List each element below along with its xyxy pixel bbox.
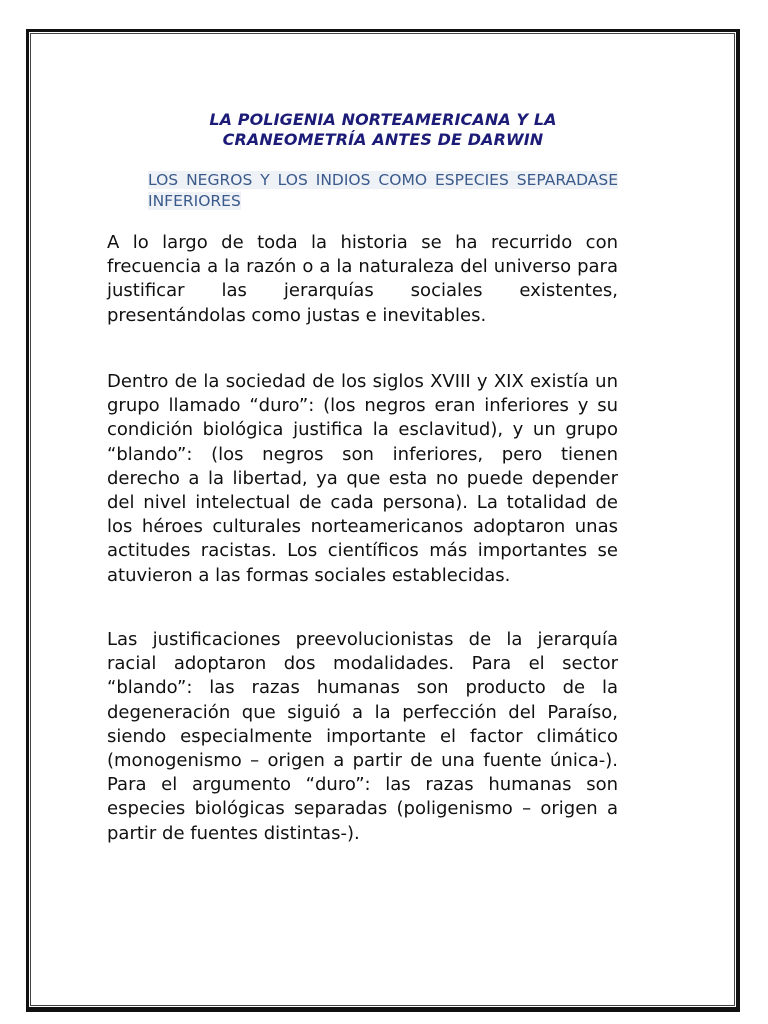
document-subtitle bbox=[148, 170, 618, 212]
document-title-line-2: CRANEOMETRÍA ANTES DE DARWIN bbox=[222, 130, 544, 149]
document-title bbox=[110, 110, 656, 150]
body-paragraph-2: Dentro de la sociedad de los siglos XVIII y XIX existía un grupo llamado “duro”: (los negros eran inferiores y su condición biológica justifica la esclavitud), y un grupo “blando”: (los negros son inferiores, pero tienen derecho a la libertad, ya que esta no puede depender del nivel intelectual de cada persona). La totalidad de los héroes culturales norteamericanos adoptaron unas actitudes racistas. Los científicos más importantes se atuvieron a las formas sociales establecidas. bbox=[107, 371, 618, 586]
document-subtitle-text: LOS NEGROS Y LOS INDIOS COMO ESPECIES SEPARADASE INFERIORES bbox=[148, 171, 618, 210]
document-title-line-1: LA POLIGENIA NORTEAMERICANA Y LA bbox=[209, 110, 557, 129]
body-paragraph-3: Las justificaciones preevolucionistas de la jerarquía racial adoptaron dos modalidades. Para el sector “blando”: las razas humanas son producto de la degeneración que siguió a la perfección del Paraíso, siendo especialmente importante el factor climático (monogenismo – origen a partir de una fuente única-). Para el argumento “duro”: las razas humanas son especies biológicas separadas (poligenismo – origen a partir de fuentes distintas-). bbox=[107, 629, 618, 844]
body-paragraph-1: A lo largo de toda la historia se ha recurrido con frecuencia a la razón o a la naturaleza del universo para justificar las jerarquías sociales existentes, presentándolas como justas e inevitables. bbox=[107, 232, 618, 326]
